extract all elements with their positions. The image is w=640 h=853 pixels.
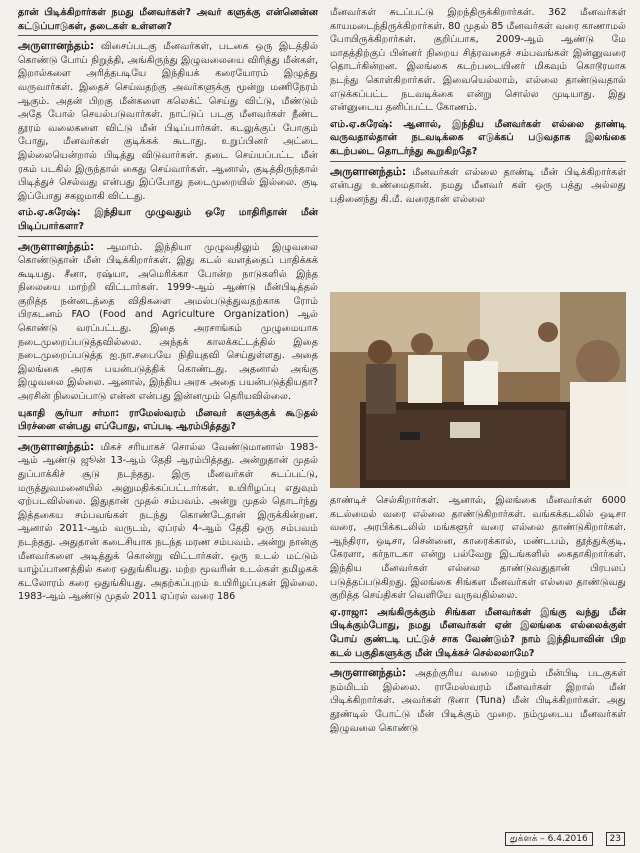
answer-4 bbox=[330, 165, 626, 207]
answer-3 bbox=[18, 440, 318, 604]
question-4: எம்.ஏ.சுரேஷ்: ஆனால், இந்திய மீனவர்கள் எல்லை தாண்டி வருவதால்தான் நடவடிக்கை எடுக்கப் படுவதாக இலங்கை கடற்படை தொடர்ந்து கூறுகிறதே? bbox=[330, 118, 626, 157]
divider bbox=[18, 436, 318, 437]
divider bbox=[330, 161, 626, 162]
divider bbox=[18, 236, 318, 237]
answer-3-continued: மீனவர்கள் சுடப்பட்டு இறந்திருக்கிறார்கள். 362 மீனவர்கள் காயமடைந்திருக்கிறார்கள். 80 முதல் 85 மீனவர்கள் வரை காணாமல் போயிருக்கிறார்கள். குறிப்பாக, 2009-ஆம் ஆண்டு மே மாதத்திற்குப் பின்னர் நிறைய சித்ரவதைச் சம்பவங்கள் இன்னுவரை தொடர்கின்றன. இலங்கை கடற்படையினர் மிகவும் கொடூரமாக நடந்து கொள்கிறார்கள். இவையெல்லாம், எல்லை தாண்டுவதால் எடுக்கப்பட்ட நடவடிக்கை என்று சொல்ல முடியாது. இது என்னுடைய தனிப்பட்ட கோணம். bbox=[330, 7, 626, 114]
right-column-bottom bbox=[330, 494, 626, 832]
answer-4-continued: தாண்டிச் செல்கிறார்கள். ஆனால், இலங்கை மீனவர்கள் 6000 கடல்மைல் வரை எல்லை தாண்டுகிறார்கள். வங்கக்கடலில் ஒடிசா வரை, அரபிக்கடலில் மங்களூர் வரை எல்லை தாண்டுகிறார்கள். ஆந்திரா, ஒடிசா, சென்னை, காரைக்கால், மண்டபம், தூத்துக்குடி, கேரளா, கர்நாடகா என்று பல்வேறு இடங்களில் கைதாகிறார்கள். இந்திய மீனவர்கள் எல்லை தாண்டுவதுதான் பிரபலப் படுத்தப்படுகிறது. இலங்கை சிங்கள மீனவர்கள் எல்லை தாண்டுவது குறித்த செய்திகள் வெளியே வருவதில்லை. bbox=[330, 495, 626, 602]
meeting-photo bbox=[330, 292, 626, 488]
speaker-label: அருளானந்தம்: bbox=[18, 39, 95, 53]
left-column bbox=[18, 6, 318, 829]
speaker-label: அருளானந்தம்: bbox=[330, 164, 407, 178]
answer-2-text: ஆமாம். இந்தியா முழுவதிலும் இழுவலை கொண்டுதான் மீன் பிடிக்கிறார்கள். இது கடல் வளத்தைப் பாதிக்கக் கூடியது. சீனா, ரஷ்யா, அமெரிக்கா போன்ற நாடுகளில் இந்த நிலையை மாற்றி விட்டார்கள். 1999-ஆம் ஆண்டு மீன்பிடித்தல் குறித்த நன்னடத்தை விதிகளை அமல்படுத்துவதற்காக ரோம் பிரகடனம் FAO (Food and Agriculture Organization) ஆல் கொண்டு வரப்பட்டது. இதை அரசாங்கம் முழுமையாக நடைமுறைப்படுத்தவில்லை. அந்தக் காலக்கட்டத்தில் இதை நடைமுறைப்படுத்த ஐ.நா.சபையே நிதியுதவி செய்துள்ளது. அதை இலங்கை அரசு பயன்படுத்திக் கொண்டது. அதனால் அங்கு இழுவலை இல்லை. ஆனால், இந்திய அரசு அதை பயன்படுத்தியதா? அரசின் நிலைப்பாடு என்ன என்பது இன்னமும் தெரியவில்லை. bbox=[18, 241, 318, 403]
question-2: எம்.ஏ.சுரேஷ்: இந்தியா முழுவதும் ஒரே மாதிரிதான் மீன் பிடிப்பார்களா? bbox=[18, 207, 318, 232]
page-number: 23 bbox=[606, 832, 625, 846]
answer-5-text: அதற்குரிய வலை மற்றும் மீன்பிடி படகுகள் நம்மிடம் இல்லை. ராமேஸ்வரம் மீனவர்கள் இறால் மீன் பிடிக்கிறார்கள். அவர்கள் டூனா (Tuna) மீன் பிடிக்கிறார்கள். அது தூண்டில் போட்டு மீன் பிடிக்கும் முறை. நம்முடைய மீனவர்கள் இழுவலை கொண்டு bbox=[330, 668, 626, 734]
answer-3-text: மிகச் சரியாகச் சொல்ல வேண்டுமானால் 1983-ஆம் ஆண்டு ஜூன் 13-ஆம் தேதி ஆரம்பித்தது. அன்றுதான் முதல் துப்பாக்கிச் சூடு நடந்தது. இரு மீனவர்கள் சுடப்பட்டு, மருத்துவமனையில் அனுமதிக்கப்பட்டார்கள். உயிரிழப்பு எதுவும் ஏற்படவில்லை. இதுதான் முதல் சம்பவம். அன்று முதல் தொடர்ந்து இத்தகைய சம்பவங்கள் நடந்து கொண்டேதான் இருக்கின்றன. ஆனால் 2011-ஆம் வருடம், ஏப்ரல் 4-ஆம் தேதி ஒரு சம்பவம் நடந்தது. அதுதான் கடைசியாக நடந்த மரண சம்பவம். அன்று நான்கு மீனவர்களை அடித்துக் கொன்று விட்டார்கள். ஒரு உடல் மட்டும் யாழ்ப்பாணத்தில் கரை ஒதுங்கியது. மற்ற மூவரின் உடல்கள் தமிழகக் கடலோரம் கரை ஒதுங்கியது. அதற்கப்புறம் உயிரிழப்புகள் இல்லை. 1983-ஆம் ஆண்டு முதல் 2011 ஏப்ரல் வரை 186 bbox=[18, 441, 318, 603]
answer-5 bbox=[330, 666, 626, 735]
page-footer bbox=[505, 832, 625, 846]
divider bbox=[330, 662, 626, 663]
question-3: யுகாதி சூர்யா சர்மா: ராமேஸ்வரம் மீனவர் களுக்குக் கூடுதல் பிரச்னை என்பது எப்போது, எப்படி ஆரம்பித்தது? bbox=[18, 407, 318, 433]
question-5: ஏ.ராஜா: அங்கிருக்கும் சிங்கள மீனவர்கள் இங்கு வந்து மீன் பிடிக்கும்போது, நமது மீனவர்கள் ஏன் இலங்கை எல்லைக்குள் போய் குண்டடி பட்டுச் சாக வேண்டும்? நாம் இந்தியாவின் பிற கடல் பகுதிகளுக்கு மீன் பிடிக்கச் செல்லலாமே? bbox=[330, 606, 626, 659]
answer-2 bbox=[18, 240, 318, 404]
question-1: தான் பிடிக்கிறார்கள் நமது மீனவர்கள்? அவர் களுக்கு என்னென்ன கட்டுப்பாடுகள், தடைகள் உள்ளன? bbox=[18, 7, 318, 32]
answer-4-text: மீனவர்கள் எல்லை தாண்டி மீன் பிடிக்கிறார்கள் என்பது உண்மைதான். நமது மீனவர் கள் ஒரு பத்து அல்லது பதினைந்து கி.மீ. வரைதான் எல்லை bbox=[330, 166, 626, 205]
divider bbox=[18, 35, 318, 36]
answer-1 bbox=[18, 39, 318, 203]
right-column-top bbox=[330, 6, 626, 274]
speaker-label: அருளானந்தம்: bbox=[18, 239, 95, 253]
speaker-label: அருளானந்தம்: bbox=[18, 439, 95, 453]
speaker-label: அருளானந்தம்: bbox=[330, 666, 407, 680]
magazine-issue: துக்ளக் – 6.4.2016 bbox=[505, 832, 593, 846]
meeting-photo-illustration bbox=[330, 292, 626, 488]
answer-1-text: விசைப்படகு மீனவர்கள், படகை ஒரு இடத்தில் கொண்டு போய் நிறுத்தி, அங்கிருந்து இழுவலையை விரித்து மீன்கள், இறால்களை அரித்தபடியே இந்தியக் கரையோரம் இழுத்து வருவார்கள். இதைச் செய்வதற்கு அவர்களுக்கு மூன்று மணிநேரம் ஆகும். அதன் பிறகு மீன்களை கலெக்ட் செய்து விட்டு, மீண்டும் அதே போல் செயல்படுவார்கள். நாட்டுப் படகு மீனவர்கள் நீண்ட தூரம் வலைகளை விட்டு மீன் பிடிப்பார்கள். கடலுக்குப் போகும் போது, மீனவர்கள் குடிக்கக் கூடாது. உறுப்பினர் அட்டை இல்லையென்றால் பிடித்து விடுவார்கள். தடை செய்யப்பட்ட மீன் ரகம் படகில் இருந்தால் கைது செய்வார்கள். ஆனால், குடித்திருந்தால் பிடித்துச் செல்வது என்பது இப்போது நடைமுறையில் இல்லை. குடி இப்போது சகஜமாகி விட்டது. bbox=[18, 41, 318, 202]
